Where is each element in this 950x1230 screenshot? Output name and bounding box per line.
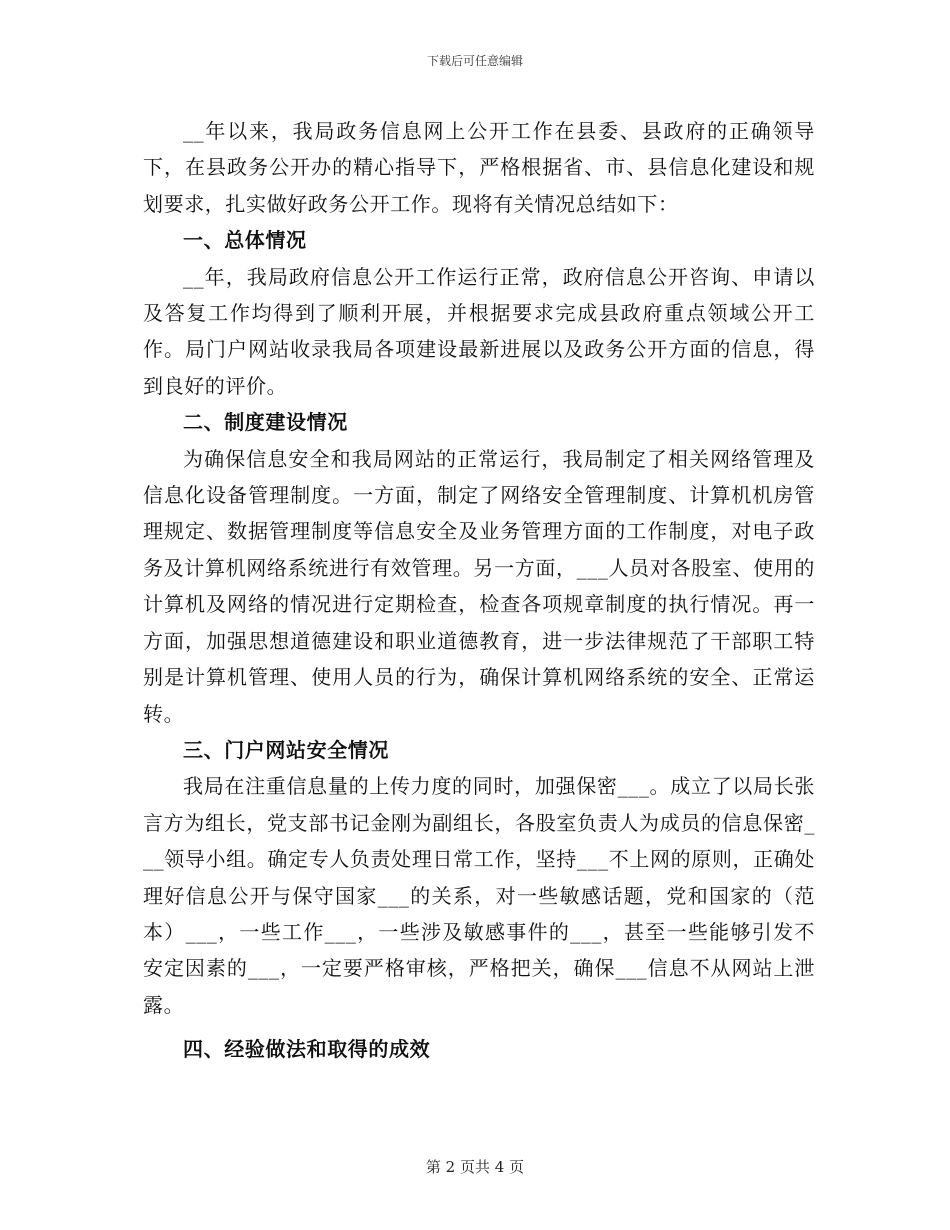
section-heading: 二、制度建设情况 (183, 410, 348, 435)
section-heading: 四、经验做法和取得的成效 (183, 1037, 431, 1062)
page-number: 第 2 页共 4 页 (425, 1158, 525, 1176)
page-header: 下载后可任意编辑 (426, 54, 523, 68)
intro-paragraph: __年以来，我局政务信息网上公开工作在县委、县政府的正确领导下，在县政务公开办的精心指导下，严格根据省、市、县信息化建设和规划要求，扎实做好政务公开工作。现将有关情况总结如下： (143, 119, 815, 216)
section-paragraph: 我局在注重信息量的上传力度的同时，加强保密___。成立了以局长张言方为组长，党支部书记金刚为副组长，各股室负责人为成员的信息保密___领导小组。确定专人负责处理日常工作，坚持___不上网的原则，正确处理好信息公开与保守国家___的关系，对一些敏感话题，党和国家的（范本）___，一些工作___，一些涉及敏感事件的___，甚至一些能够引发不安定因素的___，一定要严格审核，严格把关，确保___信息不从网站上泄露。 (143, 774, 815, 1017)
document-body (143, 113, 815, 1068)
section-heading: 三、门户网站安全情况 (183, 737, 389, 762)
section-paragraph: __年，我局政府信息公开工作运行正常，政府信息公开咨询、申请以及答复工作均得到了顺利开展，并根据要求完成县政府重点领域公开工作。局门户网站收录我局各项建设最新进展以及政务公开方面的信息，得到良好的评价。 (143, 264, 815, 398)
section-heading: 一、总体情况 (183, 228, 307, 253)
section-paragraph: 为确保信息安全和我局网站的正常运行，我局制定了相关网络管理及信息化设备管理制度。一方面，制定了网络安全管理制度、计算机机房管理规定、数据管理制度等信息安全及业务管理方面的工作制度，对电子政务及计算机网络系统进行有效管理。另一方面，___人员对各股室、使用的计算机及网络的情况进行定期检查，检查各项规章制度的执行情况。再一方面，加强思想道德建设和职业道德教育，进一步法律规范了干部职工特别是计算机管理、使用人员的行为，确保计算机网络系统的安全、正常运转。 (143, 446, 815, 726)
